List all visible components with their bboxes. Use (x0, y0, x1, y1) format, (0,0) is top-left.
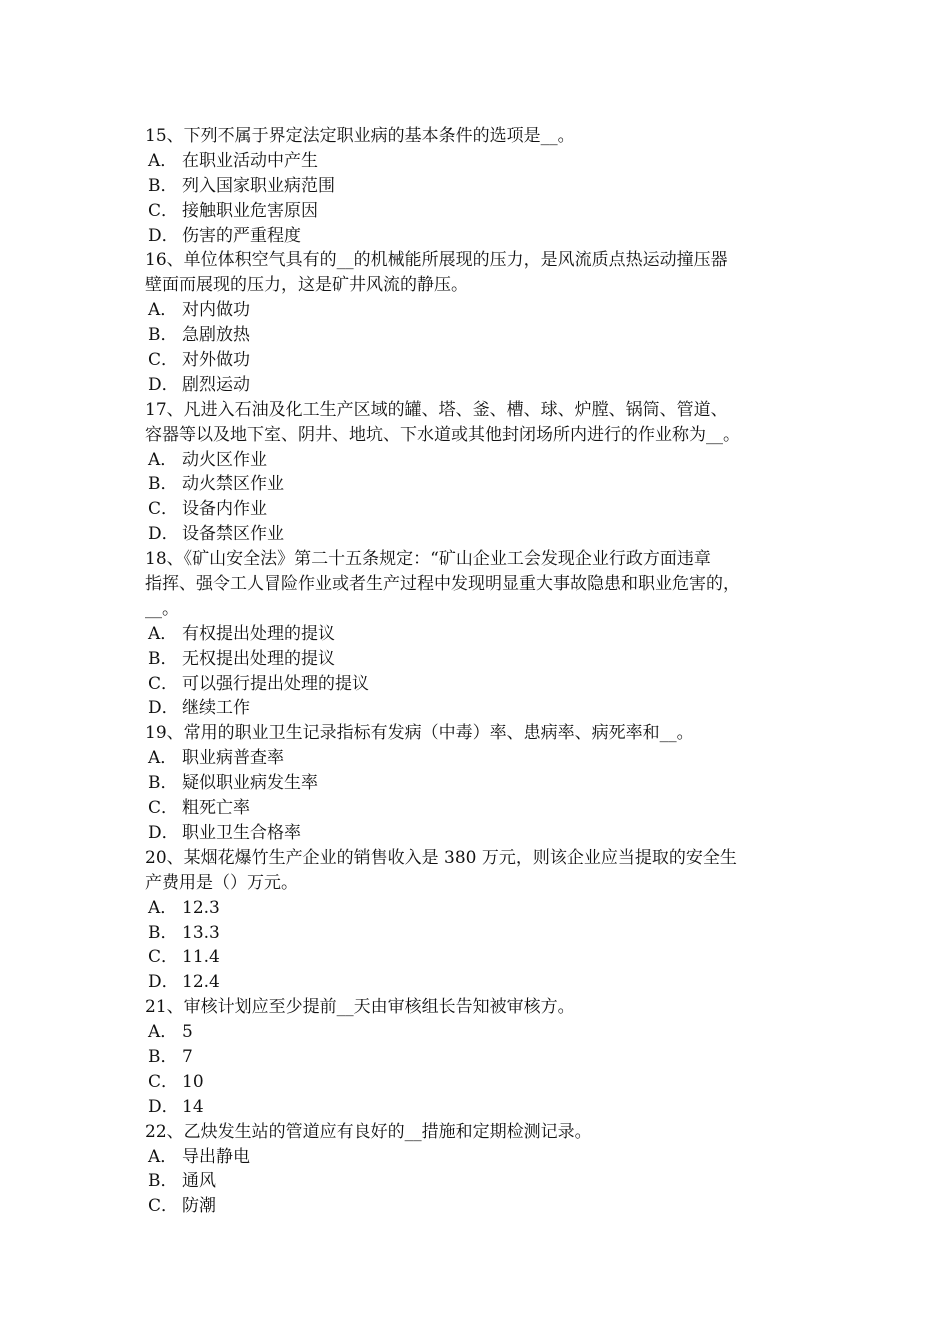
option-text: 疑似职业病发生率 (182, 773, 318, 794)
option-letter: B． (148, 922, 178, 943)
question-block (145, 995, 825, 1119)
option-letter: D． (148, 1096, 179, 1117)
option-letter: C． (148, 798, 179, 819)
answer-option (145, 522, 825, 547)
document-page (145, 124, 825, 1219)
answer-option (145, 1070, 825, 1095)
question-block (145, 846, 825, 995)
option-letter: B． (148, 175, 178, 196)
question-block (145, 1120, 825, 1220)
answer-option (145, 348, 825, 373)
option-text: 设备禁区作业 (182, 524, 284, 545)
option-letter: B． (148, 1171, 178, 1192)
option-text: 急剧放热 (182, 325, 250, 346)
question-stem-line: 产费用是（）万元。 (145, 872, 298, 893)
question-block (145, 547, 825, 721)
option-text: 13.3 (182, 922, 220, 943)
answer-option (145, 746, 825, 771)
question-block (145, 124, 825, 248)
option-letter: D． (148, 822, 179, 843)
option-text: 伤害的严重程度 (182, 225, 301, 246)
option-letter: C． (148, 1196, 179, 1217)
option-letter: C． (148, 499, 179, 520)
option-letter: A． (148, 623, 178, 644)
question-stem-line: __。 (145, 598, 179, 619)
option-text: 可以强行提出处理的提议 (182, 673, 369, 694)
option-text: 剧烈运动 (182, 374, 250, 395)
option-letter: B． (148, 773, 178, 794)
option-letter: C． (148, 350, 179, 371)
option-text: 5 (182, 1022, 193, 1043)
option-text: 设备内作业 (182, 499, 267, 520)
question-stem-line: 20、某烟花爆竹生产企业的销售收入是 380 万元，则该企业应当提取的安全生 (145, 847, 737, 868)
answer-option (145, 647, 825, 672)
option-letter: C． (148, 200, 179, 221)
option-text: 通风 (182, 1171, 216, 1192)
answer-option (145, 497, 825, 522)
answer-option (145, 323, 825, 348)
option-text: 10 (182, 1071, 204, 1092)
option-text: 职业卫生合格率 (182, 822, 301, 843)
answer-option (145, 796, 825, 821)
answer-option (145, 373, 825, 398)
option-letter: D． (148, 524, 179, 545)
answer-option (145, 1020, 825, 1045)
answer-option (145, 622, 825, 647)
option-text: 7 (182, 1046, 193, 1067)
option-letter: D． (148, 972, 179, 993)
answer-option (145, 1095, 825, 1120)
option-text: 防潮 (182, 1196, 216, 1217)
option-letter: C． (148, 947, 179, 968)
question-stem-line: 18、《矿山安全法》第二十五条规定：“矿山企业工会发现企业行政方面违章 (145, 549, 711, 570)
option-text: 在职业活动中产生 (182, 150, 318, 171)
answer-option (145, 945, 825, 970)
option-text: 无权提出处理的提议 (182, 648, 335, 669)
option-text: 动火区作业 (182, 449, 267, 470)
option-text: 列入国家职业病范围 (182, 175, 335, 196)
option-letter: A． (148, 300, 178, 321)
option-letter: B． (148, 1046, 178, 1067)
question-stem-line: 容器等以及地下室、阴井、地坑、下水道或其他封闭场所内进行的作业称为__。 (145, 424, 740, 445)
option-letter: B． (148, 474, 178, 495)
answer-option (145, 149, 825, 174)
answer-option (145, 1145, 825, 1170)
option-letter: A． (148, 897, 178, 918)
question-stem-line: 16、单位体积空气具有的__的机械能所展现的压力，是风流质点热运动撞压器 (145, 250, 728, 271)
option-letter: B． (148, 648, 178, 669)
answer-option (145, 672, 825, 697)
answer-option (145, 1045, 825, 1070)
option-letter: A． (148, 748, 178, 769)
answer-option (145, 771, 825, 796)
answer-option (145, 298, 825, 323)
option-text: 12.4 (182, 972, 220, 993)
answer-option (145, 821, 825, 846)
option-letter: C． (148, 1071, 179, 1092)
answer-option (145, 448, 825, 473)
question-stem-line: 17、凡进入石油及化工生产区域的罐、塔、釜、槽、球、炉膛、锅筒、管道、 (145, 399, 728, 420)
answer-option (145, 1194, 825, 1219)
option-text: 有权提出处理的提议 (182, 623, 335, 644)
option-text: 14 (182, 1096, 204, 1117)
option-letter: D． (148, 374, 179, 395)
answer-option (145, 921, 825, 946)
answer-option (145, 224, 825, 249)
question-stem-line: 15、下列不属于界定法定职业病的基本条件的选项是__。 (145, 126, 575, 146)
option-text: 对内做功 (182, 300, 250, 321)
question-stem-line: 19、常用的职业卫生记录指标有发病（中毒）率、患病率、病死率和__。 (145, 723, 694, 744)
option-text: 粗死亡率 (182, 798, 250, 819)
option-text: 动火禁区作业 (182, 474, 284, 495)
answer-option (145, 696, 825, 721)
option-letter: A． (148, 1022, 178, 1043)
option-text: 对外做功 (182, 350, 250, 371)
answer-option (145, 472, 825, 497)
question-stem-line: 21、审核计划应至少提前__天由审核组长告知被审核方。 (145, 997, 575, 1018)
option-letter: C． (148, 673, 179, 694)
question-block (145, 248, 825, 397)
option-letter: A． (148, 150, 178, 171)
option-text: 11.4 (182, 947, 220, 968)
answer-option (145, 174, 825, 199)
answer-option (145, 970, 825, 995)
option-text: 12.3 (182, 897, 220, 918)
answer-option (145, 896, 825, 921)
option-text: 接触职业危害原因 (182, 200, 318, 221)
question-stem-line: 壁面而展现的压力，这是矿井风流的静压。 (145, 275, 468, 296)
option-letter: B． (148, 325, 178, 346)
question-stem-line: 22、乙炔发生站的管道应有良好的__措施和定期检测记录。 (145, 1121, 592, 1142)
question-block (145, 398, 825, 547)
answer-option (145, 1169, 825, 1194)
option-letter: D． (148, 225, 179, 246)
answer-option (145, 199, 825, 224)
question-block (145, 721, 825, 845)
option-text: 继续工作 (182, 698, 250, 719)
option-text: 导出静电 (182, 1146, 250, 1167)
option-letter: A． (148, 1146, 178, 1167)
option-letter: A． (148, 449, 178, 470)
option-letter: D． (148, 698, 179, 719)
question-stem-line: 指挥、强令工人冒险作业或者生产过程中发现明显重大事故隐患和职业危害的， (145, 574, 740, 595)
option-text: 职业病普查率 (182, 748, 284, 769)
